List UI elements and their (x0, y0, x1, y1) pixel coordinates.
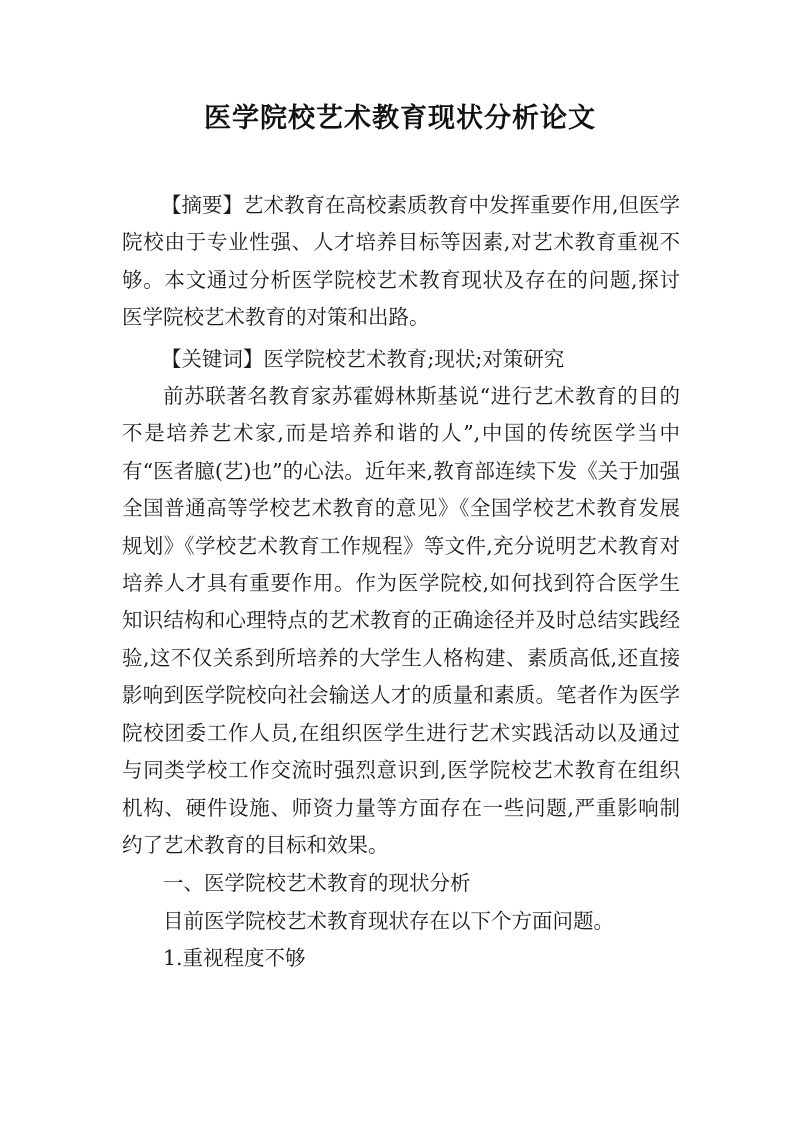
section-heading: 一、医学院校艺术教育的现状分析 (163, 871, 471, 896)
intro-paragraph: 前苏联著名教育家苏霍姆林斯基说“进行艺术教育的目的不是培养艺术家,而是培养和谐的人”,中国的传统医学当中有“医者臆(艺)也”的心法。近年来,教育部连续下发《关于加强全国普通高等学校艺术教育的意见》《全国学校艺术教育发展规划》《学校艺术教育工作规程》等文件,充分说明艺术教育对培养人才具有重要作用。作为医学院校,如何找到符合医学生知识结构和心理特点的艺术教育的正确途径并及时总结实践经验,这不仅关系到所培养的大学生人格构建、素质高低,还直接影响到医学院校向社会输送人才的质量和素质。笔者作为医学院校团委工作人员,在组织医学生进行艺术实践活动以及通过与同类学校工作交流时强烈意识到,医学院校艺术教育在组织机构、硬件设施、师资力量等方面存在一些问题,严重影响制约了艺术教育的目标和效果。 (122, 384, 680, 857)
document-title: 医学院校艺术教育现状分析论文 (204, 103, 596, 134)
abstract-paragraph: 【摘要】艺术教育在高校素质教育中发挥重要作用,但医学院校由于专业性强、人才培养目标等因素,对艺术教育重视不够。本文通过分析医学院校艺术教育现状及存在的问题,探讨医学院校艺术教育的对策和出路。 (122, 193, 680, 330)
keywords-paragraph: 【关键词】医学院校艺术教育;现状;对策研究 (160, 346, 565, 371)
document-body (122, 187, 680, 978)
subsection-heading: 1.重视程度不够 (163, 946, 306, 971)
section-intro-paragraph: 目前医学院校艺术教育现状存在以下个方面问题。 (163, 908, 614, 933)
